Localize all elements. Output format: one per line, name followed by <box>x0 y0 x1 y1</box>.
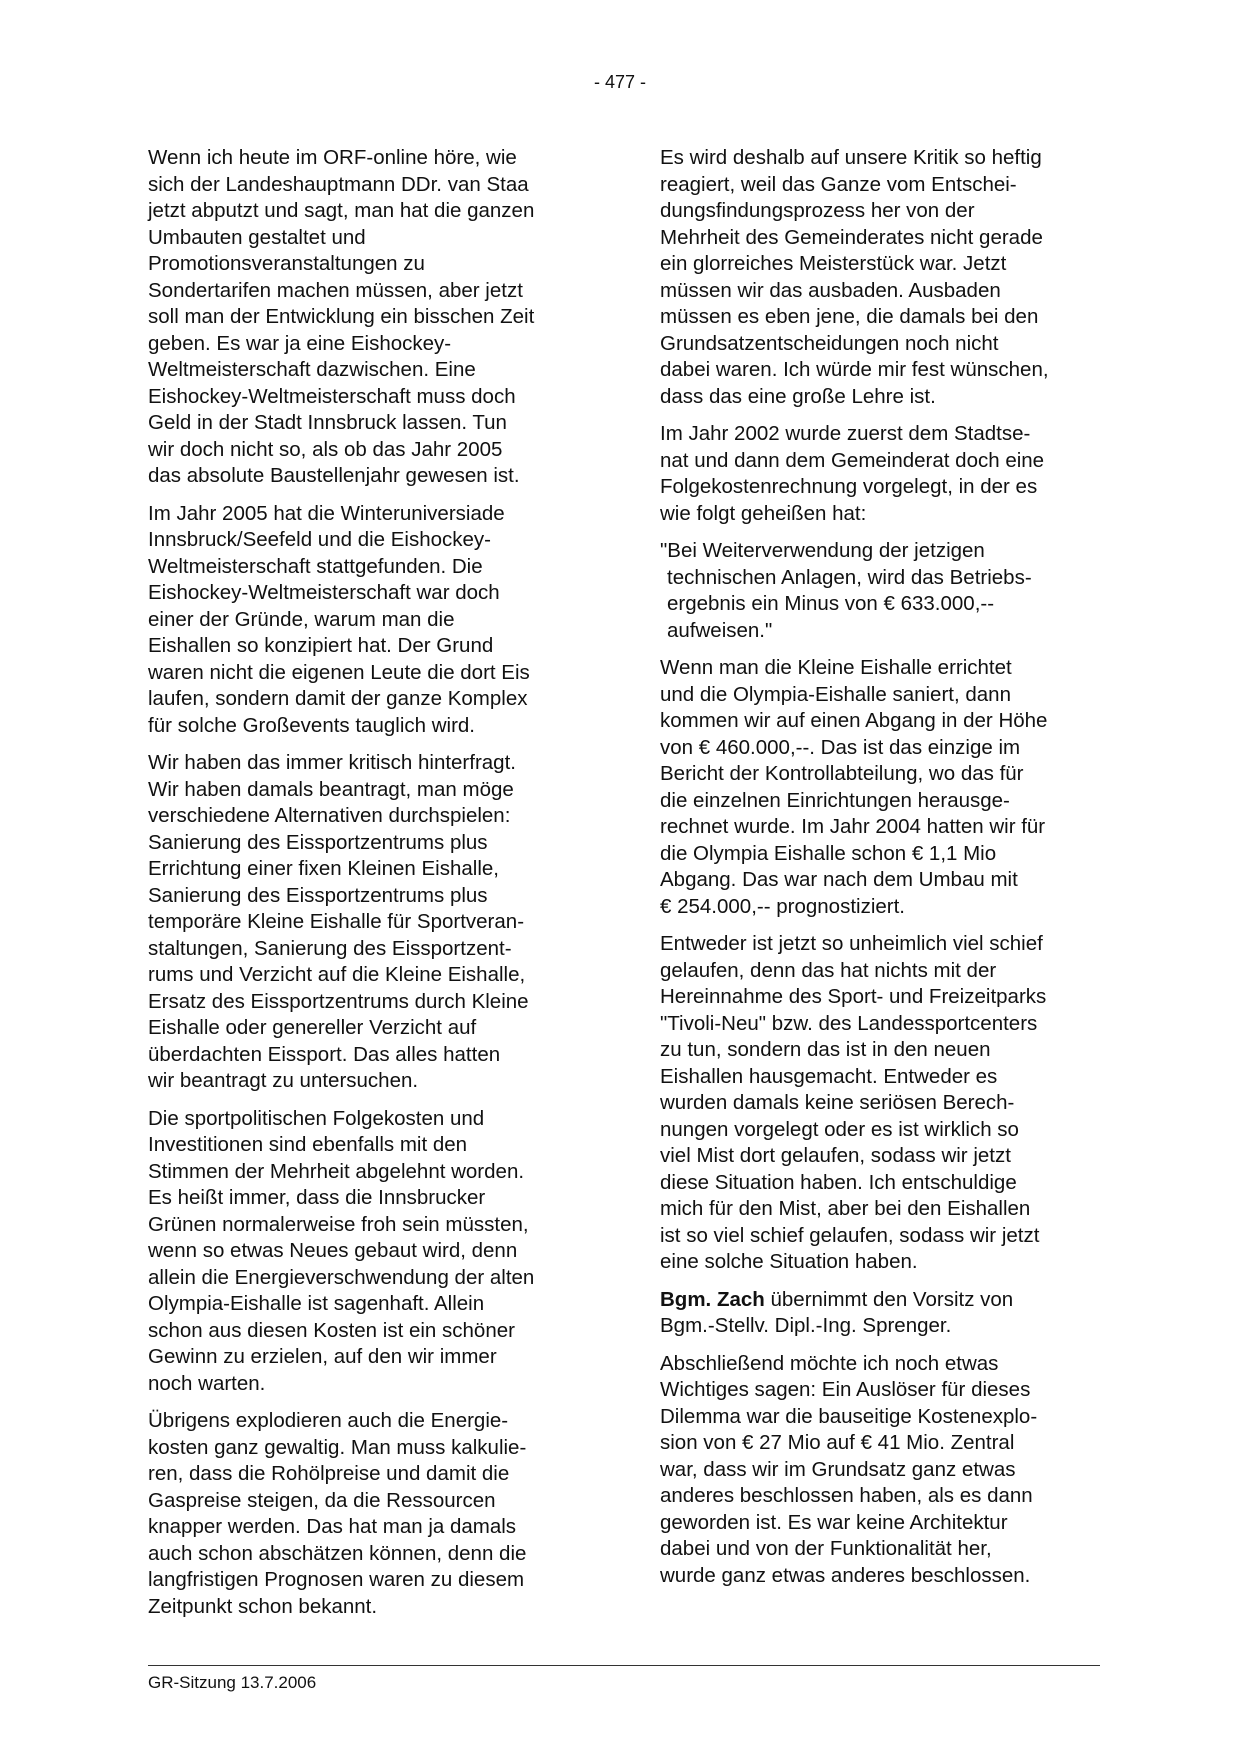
text-line: die einzelnen Einrichtungen herausge- <box>660 788 1010 812</box>
text-line: waren nicht die eigenen Leute die dort Eis <box>148 660 530 684</box>
text-line: kosten ganz gewaltig. Man muss kalkulie- <box>148 1435 527 1459</box>
text-line: ein glorreiches Meisterstück war. Jetzt <box>660 252 1007 275</box>
text-line: dabei und von der Funktionalität her, <box>660 1537 992 1560</box>
text-line: anderes beschlossen haben, als es dann <box>660 1484 1033 1507</box>
text-line: staltungen, Sanierung des Eissportzent- <box>148 936 512 960</box>
text-line: temporäre Kleine Eishalle für Sportveran- <box>148 910 525 933</box>
text-line: nat und dann dem Gemeinderat doch eine <box>660 448 1045 472</box>
text-line: Hereinnahme des Sport- und Freizeitparks <box>660 985 1047 1008</box>
text-line: einer der Gründe, warum man die <box>148 607 455 631</box>
text-line: Wichtiges sagen: Ein Auslöser für dieses <box>660 1378 1031 1401</box>
text-line: wie folgt geheißen hat: <box>660 501 867 525</box>
text-line: Weltmeisterschaft dazwischen. Eine <box>148 358 476 381</box>
text-line: nungen vorgelegt oder es ist wirklich so <box>660 1117 1019 1141</box>
text-line: Innsbruck/Seefeld und die Eishockey- <box>148 528 492 551</box>
text-line: geben. Es war ja eine Eishockey- <box>148 331 452 355</box>
text-line: kommen wir auf einen Abgang in der Höhe <box>660 709 1048 732</box>
left-column <box>148 145 593 1631</box>
text-line: Zeitpunkt schon bekannt. <box>148 1594 378 1618</box>
text-line: Stimmen der Mehrheit abgelehnt worden. <box>148 1159 525 1183</box>
paragraph <box>660 145 1105 410</box>
text-line: knapper werden. Das hat man ja damals <box>148 1515 517 1538</box>
text-line: geworden ist. Es war keine Architektur <box>660 1510 1008 1534</box>
text-line: allein die Energieverschwendung der alten <box>148 1265 535 1289</box>
text-line: Promotionsveranstaltungen zu <box>148 252 425 275</box>
text-line: verschiedene Alternativen durchspielen: <box>148 804 511 827</box>
text-line: reagiert, weil das Ganze vom Entschei- <box>660 172 1017 196</box>
text-line: von € 460.000,--. Das ist das einzige im <box>660 735 1021 759</box>
text-line: langfristigen Prognosen waren zu diesem <box>148 1568 525 1591</box>
text-line: noch warten. <box>148 1371 266 1395</box>
text-line: laufen, sondern damit der ganze Komplex <box>148 687 528 710</box>
text-line: überdachten Eissport. Das alles hatten <box>148 1042 501 1066</box>
text-line: Die sportpolitischen Folgekosten und <box>148 1106 485 1130</box>
text-line: wir doch nicht so, als ob das Jahr 2005 <box>148 437 503 461</box>
text-line: € 254.000,-- prognostiziert. <box>660 894 905 918</box>
text-line: Gaspreise steigen, da die Ressourcen <box>148 1488 496 1512</box>
text-line: Eishallen hausgemacht. Entweder es <box>660 1064 998 1088</box>
text-line: Sondertarifen machen müssen, aber jetzt <box>148 278 523 302</box>
text-line: Mehrheit des Gemeinderates nicht gerade <box>660 225 1043 249</box>
text-line: "Tivoli-Neu" bzw. des Landessportcenters <box>660 1011 1038 1035</box>
text-line: Gewinn zu erzielen, auf den wir immer <box>148 1345 497 1368</box>
quote-block <box>660 538 1105 644</box>
text-line: die Olympia Eishalle schon € 1,1 Mio <box>660 841 997 865</box>
text-line: aufweisen." <box>667 618 773 642</box>
text-line: rechnet wurde. Im Jahr 2004 hatten wir für <box>660 815 1046 838</box>
text-line: müssen es eben jene, die damals bei den <box>660 305 1039 328</box>
text-line: mich für den Mist, aber bei den Eishallen <box>660 1197 1031 1220</box>
text-line: gelaufen, denn das hat nichts mit der <box>660 958 997 982</box>
text-line: Bericht der Kontrollabteilung, wo das für <box>660 762 1024 785</box>
text-line: Wir haben damals beantragt, man möge <box>148 777 514 801</box>
footer-text: GR-Sitzung 13.7.2006 <box>148 1673 317 1692</box>
text-line: auch schon abschätzen können, denn die <box>148 1541 527 1565</box>
paragraph <box>660 931 1105 1276</box>
text-line: Olympia-Eishalle ist sagenhaft. Allein <box>148 1292 485 1315</box>
text-line: dabei waren. Ich würde mir fest wünschen, <box>660 358 1049 381</box>
text-line: Errichtung einer fixen Kleinen Eishalle, <box>148 857 499 880</box>
text-line: schon aus diesen Kosten ist ein schöner <box>148 1318 515 1342</box>
text-line: wurde ganz etwas anderes beschlossen. <box>660 1563 1031 1587</box>
text-line: Sanierung des Eissportzentrums plus <box>148 830 488 854</box>
text-line: Im Jahr 2005 hat die Winteruniversiade <box>148 501 505 525</box>
text-line: Eishockey-Weltmeisterschaft muss doch <box>148 384 516 408</box>
paragraph <box>660 421 1105 527</box>
text-line: war, dass wir im Grundsatz ganz etwas <box>660 1457 1016 1481</box>
text-line: Es wird deshalb auf unsere Kritik so heftig <box>660 146 1042 169</box>
paragraph <box>660 1351 1105 1590</box>
text-line: Sanierung des Eissportzentrums plus <box>148 883 488 907</box>
text-line: technischen Anlagen, wird das Betriebs- <box>667 565 1032 589</box>
text-line: Es heißt immer, dass die Innsbrucker <box>148 1186 486 1209</box>
paragraph <box>148 145 593 490</box>
text-line: Eishallen so konzipiert hat. Der Grund <box>148 634 494 657</box>
text-line: Folgekostenrechnung vorgelegt, in der es <box>660 475 1038 498</box>
text-line: Eishockey-Weltmeisterschaft war doch <box>148 581 500 604</box>
text-line: "Bei Weiterverwendung der jetzigen <box>660 539 985 562</box>
text-line: sich der Landeshauptmann DDr. van Staa <box>148 172 529 196</box>
text-line: ren, dass die Rohölpreise und damit die <box>148 1462 510 1485</box>
text-line: Grünen normalerweise froh sein müssten, <box>148 1212 529 1236</box>
text-line: Wenn ich heute im ORF-online höre, wie <box>148 146 517 169</box>
text-line: für solche Großevents tauglich wird. <box>148 713 475 737</box>
text-line: dass das eine große Lehre ist. <box>660 384 936 408</box>
right-column <box>660 145 1105 1600</box>
text-line: soll man der Entwicklung ein bisschen Zeit <box>148 305 535 328</box>
text-line: diese Situation haben. Ich entschuldige <box>660 1170 1017 1194</box>
text-line: eine solche Situation haben. <box>660 1250 918 1273</box>
text-line: Im Jahr 2002 wurde zuerst dem Stadtse- <box>660 422 1031 445</box>
speaker-name: Bgm. Zach <box>660 1287 765 1311</box>
text-line: wir beantragt zu untersuchen. <box>148 1069 419 1092</box>
text-line: ergebnis ein Minus von € 633.000,-- <box>667 592 995 615</box>
text-line: Übrigens explodieren auch die Energie- <box>148 1409 509 1432</box>
text-line: und die Olympia-Eishalle saniert, dann <box>660 682 1011 706</box>
text-line: Weltmeisterschaft stattgefunden. Die <box>148 554 483 578</box>
text-line: ist so viel schief gelaufen, sodass wir jetzt <box>660 1223 1040 1247</box>
text-line: Abschließend möchte ich noch etwas <box>660 1351 999 1375</box>
text-line: Geld in der Stadt Innsbruck lassen. Tun <box>148 411 507 434</box>
paragraph <box>148 1408 593 1620</box>
text-line: Eishalle oder genereller Verzicht auf <box>148 1016 477 1039</box>
text-line: das absolute Baustellenjahr gewesen ist. <box>148 464 520 487</box>
paragraph <box>660 655 1105 920</box>
chair-change-note: Bgm. Zach übernimmt den Vorsitz von Bgm.-Stellv. Dipl.-Ing. Sprenger. <box>660 1287 1014 1337</box>
text-line: zu tun, sondern das ist in den neuen <box>660 1038 991 1061</box>
text-line: wenn so etwas Neues gebaut wird, denn <box>148 1239 518 1262</box>
text-line: müssen wir das ausbaden. Ausbaden <box>660 278 1001 302</box>
text-line: Entweder ist jetzt so unheimlich viel schief <box>660 932 1043 955</box>
text-line: sion von € 27 Mio auf € 41 Mio. Zentral <box>660 1431 1015 1454</box>
text-line: Ersatz des Eissportzentrums durch Kleine <box>148 989 529 1013</box>
text-line: viel Mist dort gelaufen, sodass wir jetzt <box>660 1144 1011 1167</box>
text-line: Wir haben das immer kritisch hinterfragt. <box>148 751 516 774</box>
text-line: Wenn man die Kleine Eishalle errichtet <box>660 656 1012 679</box>
footer-divider <box>148 1665 1100 1666</box>
paragraph <box>148 1106 593 1398</box>
text-line: rums und Verzicht auf die Kleine Eishalle, <box>148 963 526 986</box>
text-line: wurden damals keine seriösen Berech- <box>660 1091 1015 1114</box>
text-line: dungsfindungsprozess her von der <box>660 199 975 222</box>
paragraph <box>148 501 593 740</box>
paragraph <box>148 750 593 1095</box>
text-line: Dilemma war die bauseitige Kostenexplo- <box>660 1404 1038 1428</box>
text-line: Grundsatzentscheidungen noch nicht <box>660 331 999 355</box>
text-line: Umbauten gestaltet und <box>148 225 366 249</box>
text-line: Abgang. Das war nach dem Umbau mit <box>660 868 1018 891</box>
text-line: jetzt abputzt und sagt, man hat die ganzen <box>148 199 535 222</box>
text-line: Investitionen sind ebenfalls mit den <box>148 1133 468 1156</box>
page-number: - 477 - <box>593 72 647 92</box>
